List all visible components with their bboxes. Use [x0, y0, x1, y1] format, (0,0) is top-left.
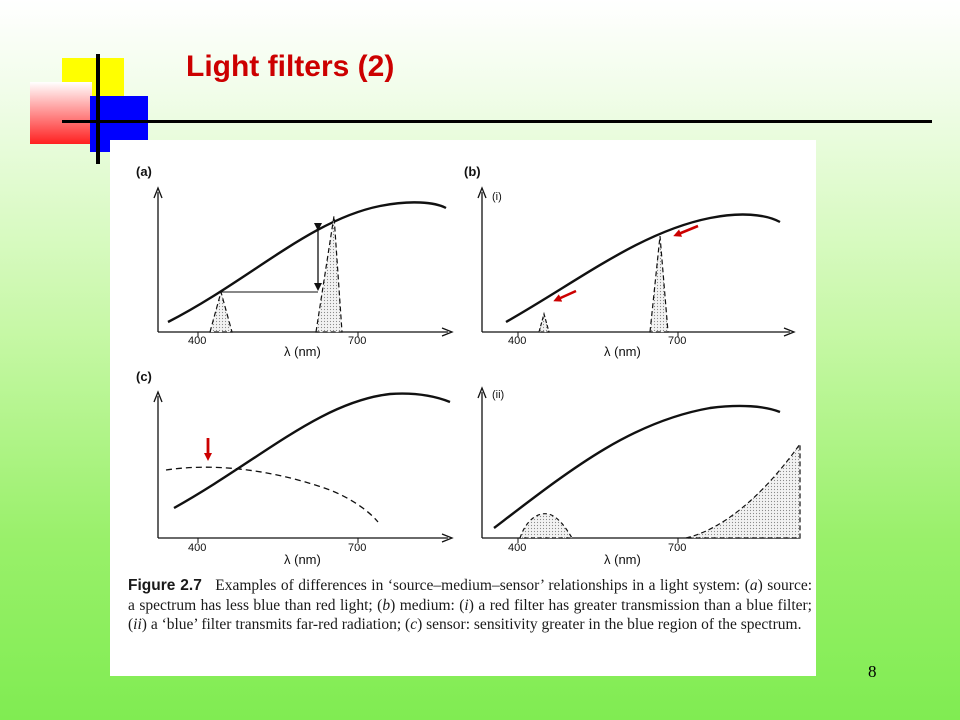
- panel-b-red-peak: [650, 236, 668, 332]
- panel-b-i: [464, 164, 794, 359]
- panel-d-source-curve: [494, 406, 780, 528]
- panel-d-tick-label-700: 700: [668, 542, 687, 554]
- panel-b-blue-peak: [539, 314, 549, 332]
- figure-caption: [128, 576, 812, 635]
- panel-a-x-label: λ (nm): [284, 344, 321, 359]
- page-title: Light filters (2): [186, 50, 395, 83]
- panel-c: [136, 369, 452, 567]
- panel-b-blue-arrow: [556, 291, 576, 300]
- page-number: 8: [868, 662, 877, 681]
- panel-b-ii: [478, 388, 800, 567]
- panel-b-tick-label-700: 700: [668, 335, 687, 347]
- caption-text: ) source: a spectrum has less blue than red light; (: [128, 577, 813, 614]
- panel-a-source-curve: [168, 202, 446, 322]
- caption-italic: c: [410, 616, 418, 633]
- panel-c-source-curve: [174, 394, 450, 508]
- figure-image: [110, 140, 816, 676]
- title-underline: [62, 120, 932, 123]
- panel-a: [136, 164, 452, 359]
- caption-italic: a: [749, 577, 758, 594]
- panel-c-tick-label-700: 700: [348, 542, 367, 554]
- caption-text: ) a red filter has greater transmission than a blue filter; (: [128, 596, 812, 633]
- panel-d-x-label: λ (nm): [604, 552, 641, 567]
- panel-a-tick-label-400: 400: [188, 335, 207, 347]
- caption-text: Examples of differences in ‘source–medium–sensor’ relationships in a light system: (: [215, 577, 750, 594]
- panel-b-tick-label-400: 400: [508, 335, 527, 347]
- panel-a-label: (a): [136, 164, 152, 179]
- panel-b-i-sublabel: (i): [492, 191, 502, 203]
- caption-text: ) medium: (: [390, 596, 465, 614]
- caption-text: ) a ‘blue’ filter transmits far-red radiation; (: [141, 616, 411, 633]
- caption-italic: i: [464, 596, 469, 614]
- panel-c-label: (c): [136, 369, 152, 384]
- panel-d-tick-label-400: 400: [508, 542, 527, 554]
- deco-vertical-bar: [96, 54, 100, 164]
- panel-a-tick-label-700: 700: [348, 335, 367, 347]
- caption-label: Figure 2.7: [128, 577, 202, 594]
- panel-a-blue-peak: [210, 292, 232, 332]
- caption-italic: ii: [133, 616, 142, 633]
- panel-d-far-red-band: [686, 444, 800, 538]
- deco-red-square: [30, 82, 92, 144]
- panel-b-label: (b): [464, 164, 481, 179]
- panel-b-source-curve: [506, 215, 780, 322]
- panel-c-tick-label-400: 400: [188, 542, 207, 554]
- panel-d-blue-band: [520, 514, 572, 538]
- panel-b-x-label: λ (nm): [604, 344, 641, 359]
- caption-italic: b: [382, 596, 391, 614]
- caption-text: ) sensor: sensitivity greater in the blue region of the spectrum.: [417, 616, 802, 633]
- panel-c-x-label: λ (nm): [284, 552, 321, 567]
- panel-b-ii-sublabel: (ii): [492, 389, 505, 401]
- panel-a-red-peak: [316, 216, 342, 332]
